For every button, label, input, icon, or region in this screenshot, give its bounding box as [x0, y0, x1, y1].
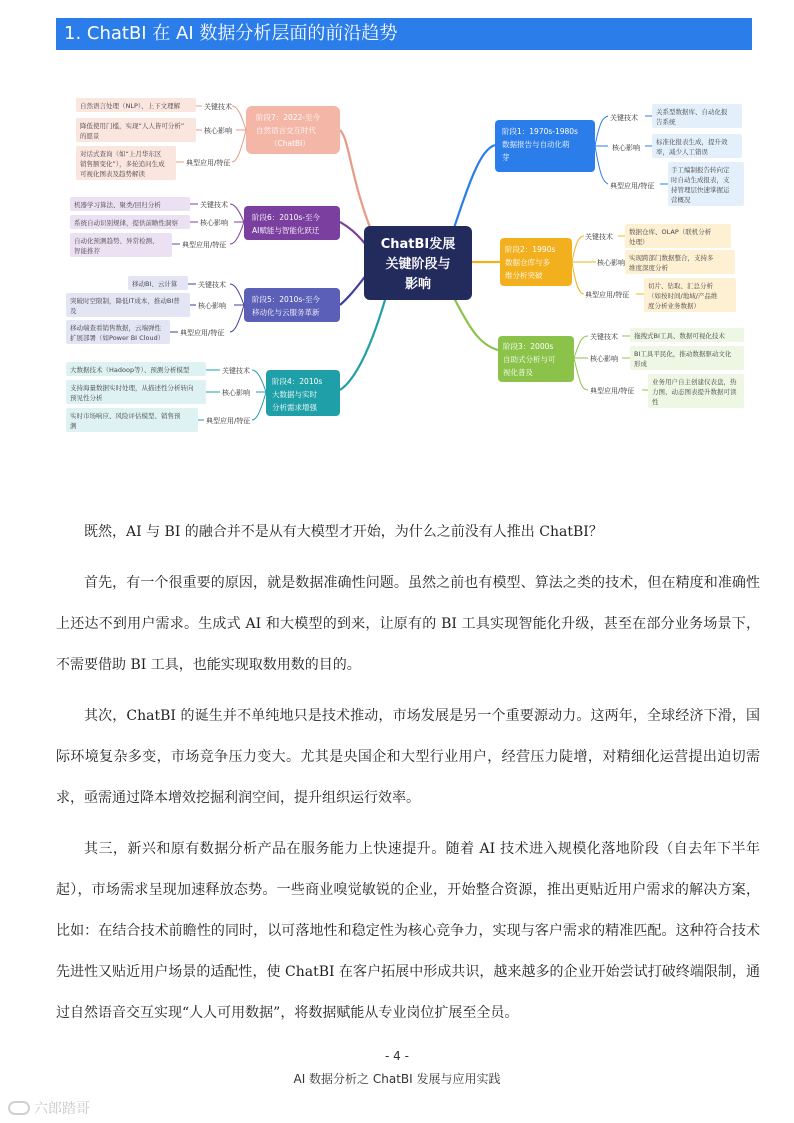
svg-text:业务用户自主创建仪表盘，热: 业务用户自主创建仪表盘，热 — [652, 378, 737, 386]
svg-text:系统自动识别规律，提供前瞻性洞察: 系统自动识别规律，提供前瞻性洞察 — [74, 219, 178, 227]
svg-text:智能推荐: 智能推荐 — [74, 247, 100, 255]
svg-text:实现跨部门数据整合，支持多: 实现跨部门数据整合，支持多 — [629, 254, 714, 262]
footer-title: AI 数据分析之 ChatBI 发展与应用实践 — [293, 1072, 501, 1086]
svg-text:突破时空限制，降低IT成本，推动BI普: 突破时空限制，降低IT成本，推动BI普 — [70, 297, 180, 305]
svg-text:移动端查看销售数据，云端弹性: 移动端查看销售数据，云端弹性 — [70, 324, 161, 332]
svg-text:典型应用/特征: 典型应用/特征 — [206, 417, 251, 425]
svg-text:机器学习算法、聚类/回归分析: 机器学习算法、聚类/回归分析 — [74, 201, 161, 209]
svg-text:分析需求增强: 分析需求增强 — [272, 403, 317, 412]
svg-text:对话式查询（如“上月华东区: 对话式查询（如“上月华东区 — [80, 150, 162, 158]
svg-text:典型应用/特征: 典型应用/特征 — [186, 159, 231, 167]
svg-text:典型应用/特征: 典型应用/特征 — [610, 182, 655, 190]
svg-text:时自动生成报表，支: 时自动生成报表，支 — [671, 176, 730, 184]
stage-6-group — [70, 197, 340, 257]
paragraph-first: 首先，有一个很重要的原因，就是数据准确性问题。虽然之前也有模型、算法之类的技术，但在精度和准确性上还达不到用户需求。生成式 AI 和大模型的到来，让原有的 BI 工具实现智能化升级，甚至在部分业务场景下，不需要借助 BI 工具，也能实现取数用数的目的。 — [56, 575, 760, 673]
svg-text:核心影响: 核心影响 — [590, 355, 618, 363]
svg-text:阶段4：2010s: 阶段4：2010s — [272, 377, 323, 386]
svg-text:形成: 形成 — [634, 360, 647, 368]
page-number: - 4 - — [385, 1049, 409, 1063]
svg-text:视化普及: 视化普及 — [503, 368, 533, 377]
svg-text:处理）: 处理） — [629, 238, 649, 246]
stage-2-group — [500, 224, 736, 312]
stage-1-group — [495, 104, 744, 206]
stage-4-group — [66, 362, 340, 432]
svg-text:阶段5：2010s-至今: 阶段5：2010s-至今 — [252, 295, 320, 304]
paragraph-second: 其次，ChatBI 的诞生并不单纯地只是技术推动，市场发展是另一个重要源动力。这两年，全球经济下滑，国际环境复杂多变，市场竞争压力变大。尤其是央国企和大型行业用户，经营压力陡增，对精细化运营提出迫切需求，亟需通过降本增效挖掘利润空间，提升组织运行效率。 — [56, 708, 760, 806]
svg-text:核心影响: 核心影响 — [612, 144, 640, 152]
section-heading: 1. ChatBI 在 AI 数据分析层面的前沿趋势 — [56, 18, 752, 50]
center-node — [364, 226, 472, 300]
svg-text:典型应用/特征: 典型应用/特征 — [182, 241, 227, 249]
stage-7-group — [76, 98, 340, 180]
body-text — [56, 512, 760, 1044]
svg-text:阶段7：2022-至今: 阶段7：2022-至今 — [256, 113, 321, 122]
svg-text:核心影响: 核心影响 — [222, 389, 250, 397]
watermark-text: 六郎踏哥 — [34, 1101, 90, 1117]
svg-text:降低使用门槛，实现“人人皆可分析”: 降低使用门槛，实现“人人皆可分析” — [80, 122, 185, 130]
center-line-1: ChatBI发展 — [380, 237, 456, 252]
svg-text:性: 性 — [652, 398, 659, 406]
svg-text:测: 测 — [70, 422, 77, 430]
watermark-logo-icon — [8, 1101, 30, 1115]
svg-text:手工编制报告转向定: 手工编制报告转向定 — [671, 166, 730, 174]
svg-text:典型应用/特征: 典型应用/特征 — [585, 291, 630, 299]
svg-text:关键技术: 关键技术 — [222, 367, 250, 375]
svg-text:数据仓库与多: 数据仓库与多 — [505, 258, 550, 267]
center-line-3: 影响 — [404, 277, 432, 292]
svg-text:典型应用/特征: 典型应用/特征 — [590, 387, 635, 395]
stage-5-group — [66, 276, 340, 344]
svg-text:大数据与实时: 大数据与实时 — [272, 390, 317, 399]
svg-text:关键技术: 关键技术 — [610, 114, 638, 122]
svg-text:支持海量数据实时处理，从描述性分析转向: 支持海量数据实时处理，从描述性分析转向 — [70, 384, 194, 392]
svg-text:移动BI、云计算: 移动BI、云计算 — [132, 280, 178, 288]
center-line-2: 关键阶段与 — [385, 257, 451, 272]
stage-3-group — [498, 328, 744, 408]
chatbi-stage-mindmap — [0, 0, 794, 470]
svg-text:数据仓库、OLAP（联机分析: 数据仓库、OLAP（联机分析 — [629, 228, 712, 236]
svg-text:阶段2：1990s: 阶段2：1990s — [505, 245, 556, 254]
svg-text:扩展部署（如Power BI Cloud）: 扩展部署（如Power BI Cloud） — [70, 334, 165, 342]
svg-text:关键技术: 关键技术 — [200, 201, 228, 209]
svg-text:关键技术: 关键技术 — [585, 233, 613, 241]
paragraph-question: 既然，AI 与 BI 的融合并不是从有大模型才开始，为什么之前没有人推出 ChatBI？ — [84, 524, 603, 540]
svg-text:阶段6：2010s-至今: 阶段6：2010s-至今 — [252, 213, 320, 222]
paragraph-third: 其三，新兴和原有数据分析产品在服务能力上快速提升。随着 AI 技术进入规模化落地阶段（自去年下半年起），市场需求呈现加速释放态势。一些商业嗅觉敏锐的企业，开始整合资源，推出更贴近用户需求的解决方案，比如：在结合技术前瞻性的同时，以可落地性和稳定性为核心竞争力，实现与客户需求的精准匹配。这种符合技术先进性又贴近用户场景的适配性，使 ChatBI 在客户拓展中形成共识，越来越多的企业开始尝试打破终端限制，通过自然语音交互实现“人人可用数据”，将数据赋能从专业岗位扩展至全员。 — [56, 841, 760, 1021]
svg-text:（ChatBI）: （ChatBI） — [270, 139, 310, 148]
svg-text:预见性分析: 预见性分析 — [70, 394, 103, 402]
svg-text:标准化报表生成，提升效: 标准化报表生成，提升效 — [656, 138, 728, 146]
svg-text:自然语言交互时代: 自然语言交互时代 — [256, 126, 316, 135]
svg-text:核心影响: 核心影响 — [198, 302, 226, 310]
svg-text:力图、动态图表提升数据可读: 力图、动态图表提升数据可读 — [652, 388, 737, 396]
svg-text:自助式分析与可: 自助式分析与可 — [503, 355, 556, 364]
svg-text:维分析突破: 维分析突破 — [505, 271, 543, 280]
svg-text:（如按时间/地域/产品维: （如按时间/地域/产品维 — [648, 292, 718, 300]
watermark — [8, 1098, 90, 1118]
svg-text:的愿景: 的愿景 — [80, 132, 100, 140]
svg-text:销售额变化”），多轮追问生成: 销售额变化”），多轮追问生成 — [80, 160, 165, 168]
svg-text:核心影响: 核心影响 — [204, 127, 232, 135]
svg-text:移动化与云服务革新: 移动化与云服务革新 — [252, 308, 320, 317]
svg-text:自然语言处理（NLP）、上下文理解: 自然语言处理（NLP）、上下文理解 — [80, 102, 181, 110]
svg-text:关键技术: 关键技术 — [590, 333, 618, 341]
svg-text:关键技术: 关键技术 — [198, 281, 226, 289]
svg-text:核心影响: 核心影响 — [200, 219, 228, 227]
svg-text:可视化图表及趋势解读: 可视化图表及趋势解读 — [80, 170, 145, 178]
svg-text:芽: 芽 — [502, 153, 510, 162]
svg-text:典型应用/特征: 典型应用/特征 — [180, 329, 225, 337]
svg-text:度分析业务数据）: 度分析业务数据） — [648, 302, 700, 310]
svg-text:告系统: 告系统 — [656, 118, 676, 126]
svg-text:及: 及 — [70, 307, 77, 315]
svg-text:自动化预测趋势、异常检测、: 自动化预测趋势、异常检测、 — [74, 237, 159, 245]
svg-text:核心影响: 核心影响 — [597, 259, 625, 267]
svg-text:关键技术: 关键技术 — [204, 103, 232, 111]
svg-text:大数据技术（Hadoop等）、预测分析模型: 大数据技术（Hadoop等）、预测分析模型 — [70, 366, 190, 374]
svg-text:营概况: 营概况 — [671, 196, 691, 204]
svg-text:关系型数据库、自动化报: 关系型数据库、自动化报 — [656, 108, 728, 116]
svg-text:阶段1：1970s-1980s: 阶段1：1970s-1980s — [502, 127, 578, 136]
svg-text:阶段3：2000s: 阶段3：2000s — [503, 342, 554, 351]
svg-text:持管理层快速掌握运: 持管理层快速掌握运 — [671, 186, 730, 194]
svg-text:AI赋能与智能化跃迁: AI赋能与智能化跃迁 — [252, 226, 320, 235]
svg-text:数据报告与自动化萌: 数据报告与自动化萌 — [502, 140, 570, 149]
svg-text:实时市场响应、风险评估模型、销售预: 实时市场响应、风险评估模型、销售预 — [70, 412, 181, 420]
svg-text:拖拽式BI工具、数据可视化技术: 拖拽式BI工具、数据可视化技术 — [634, 332, 725, 340]
svg-text:率，减少人工错误: 率，减少人工错误 — [656, 148, 708, 156]
svg-text:切片、钻取、汇总分析: 切片、钻取、汇总分析 — [648, 282, 713, 290]
svg-text:维度深度分析: 维度深度分析 — [629, 264, 668, 272]
svg-text:BI工具平民化，推动数据驱动文化: BI工具平民化，推动数据驱动文化 — [634, 350, 732, 358]
